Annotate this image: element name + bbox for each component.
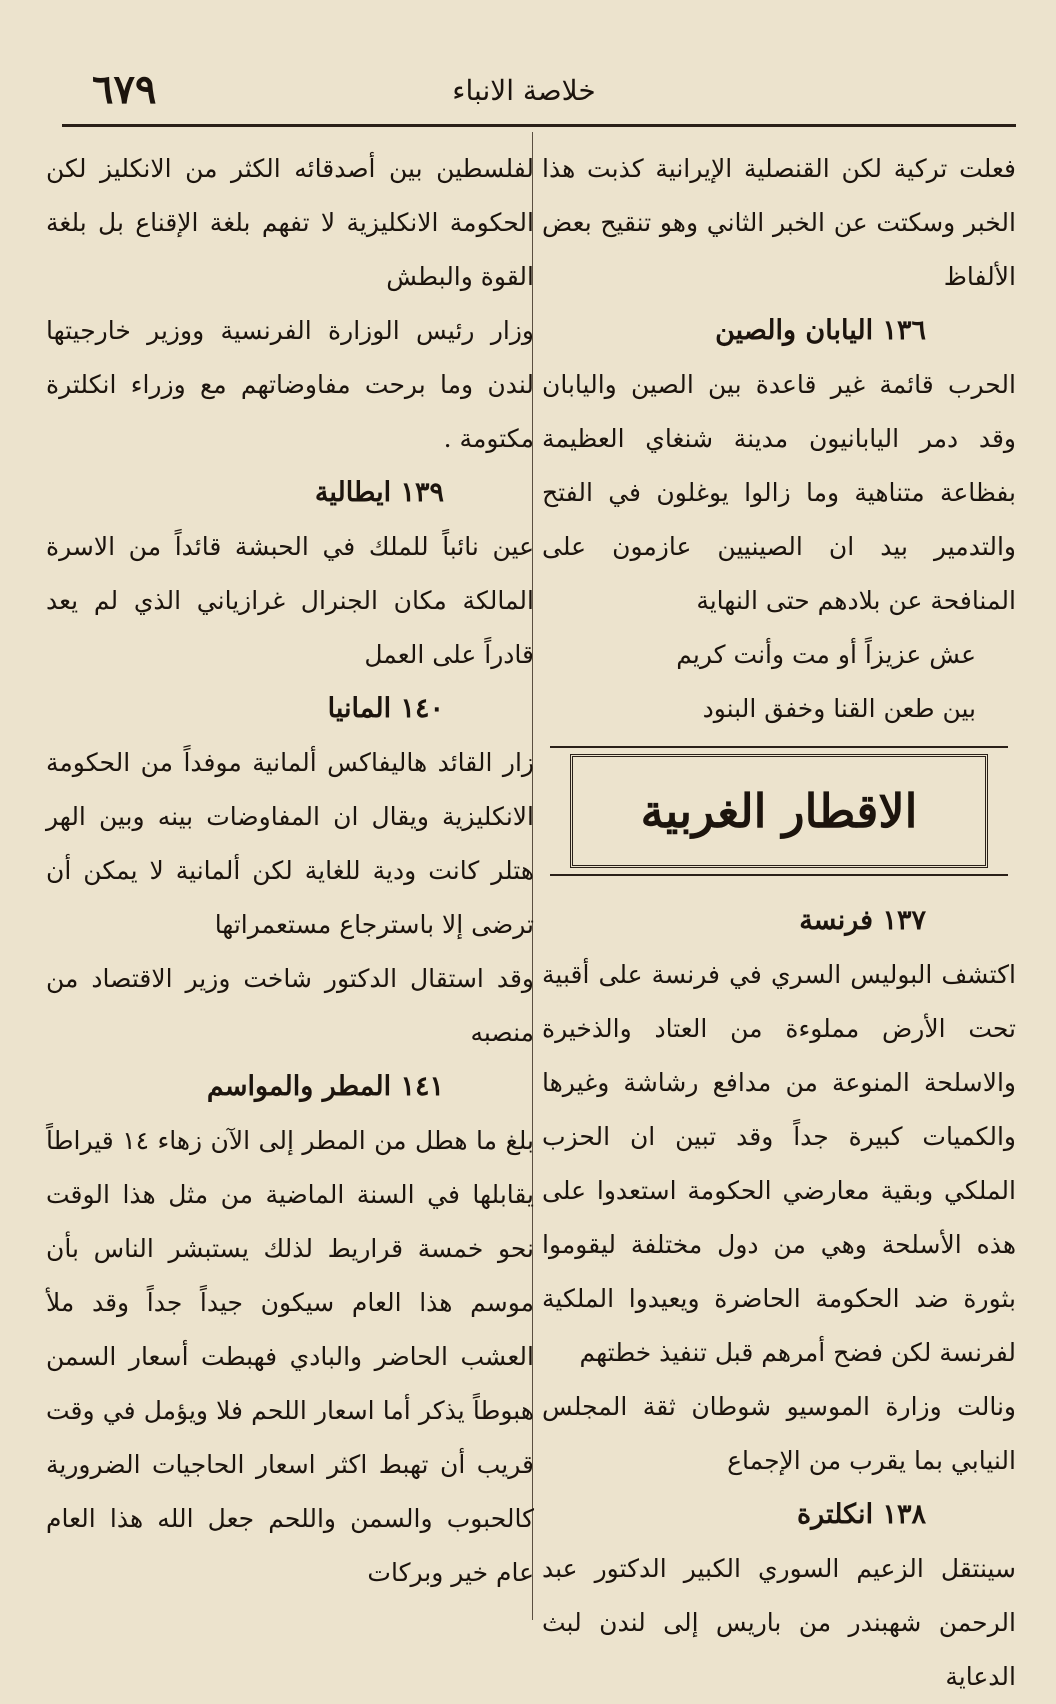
- page-header: [62, 66, 986, 126]
- page-title: خلاصة الانباء: [452, 74, 596, 107]
- section-heading-139: ١٣٩ ايطالية: [314, 477, 444, 508]
- section-body-141: بلغ ما هطل من المطر إلى الآن زهاء ١٤ قيراطاً يقابلها في السنة الماضية من مثل هذا الوقت نحو خمسة قراريط لذلك يستبشر الناس بأن موسم هذا العام سيكون جيداً جداً وقد ملأ العشب الحاضر والبادي فهبطت أسعار السمن هبوطاً يذكر أما اسعار اللحم فلا ويؤمل في وقت قريب أن تهبط اكثر اسعار الحاجيات الضرورية كالحبوب والسمن واللحم جعل الله هذا العام عام خير وبركات: [46, 1126, 534, 1587]
- banner-frame: [570, 754, 988, 868]
- section-heading-141: ١٤١ المطر والمواسم: [206, 1071, 444, 1102]
- intro-paragraph: فعلت تركية لكن القنصلية الإيرانية كذبت هذا الخبر وسكتت عن الخبر الثاني وهو تنقيح بعض الألفاظ: [542, 154, 1016, 291]
- section-body-138-cont-p2: وزار رئيس الوزارة الفرنسية ووزير خارجيتها لندن وما برحت مفاوضاتهم مع وزراء انكلترة مكتومة .: [46, 316, 534, 453]
- section-heading-138: ١٣٨ انكلترة: [797, 1499, 926, 1530]
- header-rule: [62, 124, 1016, 127]
- banner-title: الاقطار الغربية: [640, 784, 918, 838]
- section-body-138-cont-p1: لفلسطين بين أصدقائه الكثر من الانكليز لكن الحكومة الانكليزية لا تفهم بلغة الإقناع بل بلغة القوة والبطش: [46, 154, 534, 291]
- verse-line-1: عش عزيزاً أو مت وأنت كريم: [676, 640, 976, 669]
- right-column: [542, 142, 1016, 1691]
- section-body-136: الحرب قائمة غير قاعدة بين الصين واليابان وقد دمر اليابانيون مدينة شنغاي العظيمة بفظاعة متناهية وما زالوا يوغلون في الفتح والتدمير بيد ان الصينيين عازمون على المنافحة عن بلادهم حتى النهاية: [542, 370, 1016, 615]
- verse-line-2: بين طعن القنا وخفق البنود: [702, 694, 976, 723]
- section-body-140-p2: وقد استقال الدكتور شاخت وزير الاقتصاد من منصبه: [46, 964, 534, 1047]
- section-heading-136: ١٣٦ اليابان والصين: [715, 315, 926, 346]
- section-heading-137: ١٣٧ فرنسة: [799, 905, 926, 936]
- page-number: ٦٧٩: [92, 66, 157, 113]
- section-heading-140: ١٤٠ المانيا: [327, 693, 444, 724]
- section-body-138-p1: سينتقل الزعيم السوري الكبير الدكتور عبد الرحمن شهبندر من باريس إلى لندن لبث الدعاية: [542, 1554, 1016, 1691]
- section-body-139: عين نائباً للملك في الحبشة قائداً من الاسرة المالكة مكان الجنرال غرازياني الذي لم يعد قادراً على العمل: [46, 532, 534, 669]
- section-body-140-p1: زار القائد هاليفاكس ألمانية موفداً من الحكومة الانكليزية ويقال ان المفاوضات بينه وبين الهر هتلر كانت ودية للغاية لكن ألمانية لا يمكن أن ترضى إلا باسترجاع مستعمراتها: [46, 748, 534, 939]
- section-body-137-p2: ونالت وزارة الموسيو شوطان ثقة المجلس النيابي بما يقرب من الإجماع: [542, 1392, 1016, 1475]
- section-body-137-p1: اكتشف البوليس السري في فرنسة على أقبية تحت الأرض مملوءة من العتاد والذخيرة والاسلحة المنوعة من مدافع رشاشة وغيرها والكميات كبيرة جداً وقد تبين ان الحزب الملكي وبقية معارضي الحكومة استعدوا على هذه الأسلحة وهي من دول مختلفة ليقوموا بثورة ضد الحكومة الحاضرة ويعيدوا الملكية لفرنسة لكن فضح أمرهم قبل تنفيذ خطتهم: [542, 960, 1016, 1367]
- left-column: [46, 142, 534, 1622]
- region-banner: [550, 746, 1008, 876]
